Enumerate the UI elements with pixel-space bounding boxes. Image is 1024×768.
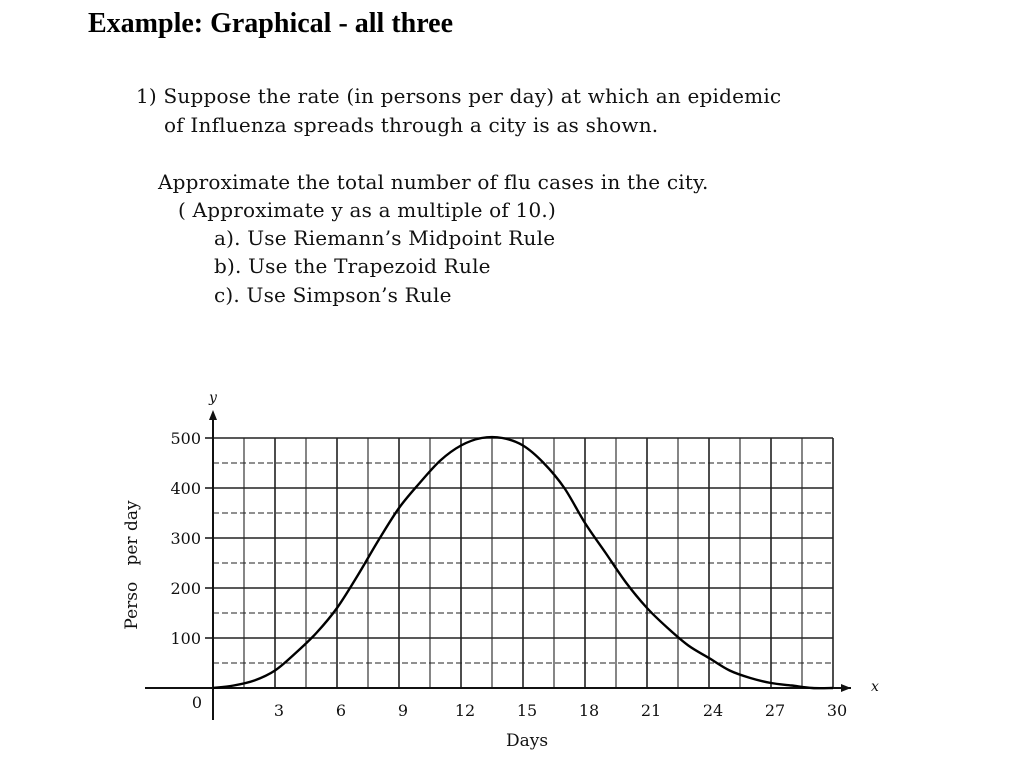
problem-part-c: c). Use Simpson’s Rule (214, 283, 452, 307)
x-tick-label: 27 (764, 701, 786, 720)
y-tick-label: 500 (170, 429, 201, 448)
y-tick-label: 200 (170, 579, 201, 598)
x-tick-label: 18 (578, 701, 600, 720)
x-axis-letter: x (871, 679, 879, 695)
chart-axes (145, 410, 851, 720)
problem-line-1: 1) Suppose the rate (in persons per day) at which an epidemic (136, 84, 782, 108)
x-tick-label: 9 (397, 701, 409, 720)
y-tick-label: 100 (170, 629, 201, 648)
x-tick-label: 21 (640, 701, 662, 720)
y-tick-label: 400 (170, 479, 201, 498)
y-axis-letter: y (209, 390, 217, 406)
problem-part-a: a). Use Riemann’s Midpoint Rule (214, 226, 556, 250)
problem-line-3: Approximate the total number of flu cases in the city. (158, 170, 709, 194)
x-tick-label: 15 (516, 701, 538, 720)
y-axis-arrow (209, 410, 217, 420)
y-tick-label: 300 (170, 529, 201, 548)
problem-line-2: of Influenza spreads through a city is as shown. (164, 113, 659, 137)
chart-labels (122, 390, 879, 751)
x-tick-label: 12 (454, 701, 476, 720)
chart-grid (213, 438, 833, 688)
x-tick-label: 0 (191, 693, 203, 712)
x-axis-arrow (841, 684, 851, 692)
chart-ticks (205, 438, 213, 638)
slide-title: Example: Graphical - all three (88, 8, 453, 39)
x-axis-title: Days (505, 731, 549, 751)
x-tick-label: 6 (335, 701, 347, 720)
problem-line-4: ( Approximate y as a multiple of 10.) (178, 198, 556, 222)
x-tick-label: 24 (702, 701, 724, 720)
problem-part-b: b). Use the Trapezoid Rule (214, 254, 491, 278)
x-tick-label: 3 (273, 701, 285, 720)
x-tick-label: 30 (826, 701, 848, 720)
y-axis-title: Perso per day (122, 500, 142, 630)
